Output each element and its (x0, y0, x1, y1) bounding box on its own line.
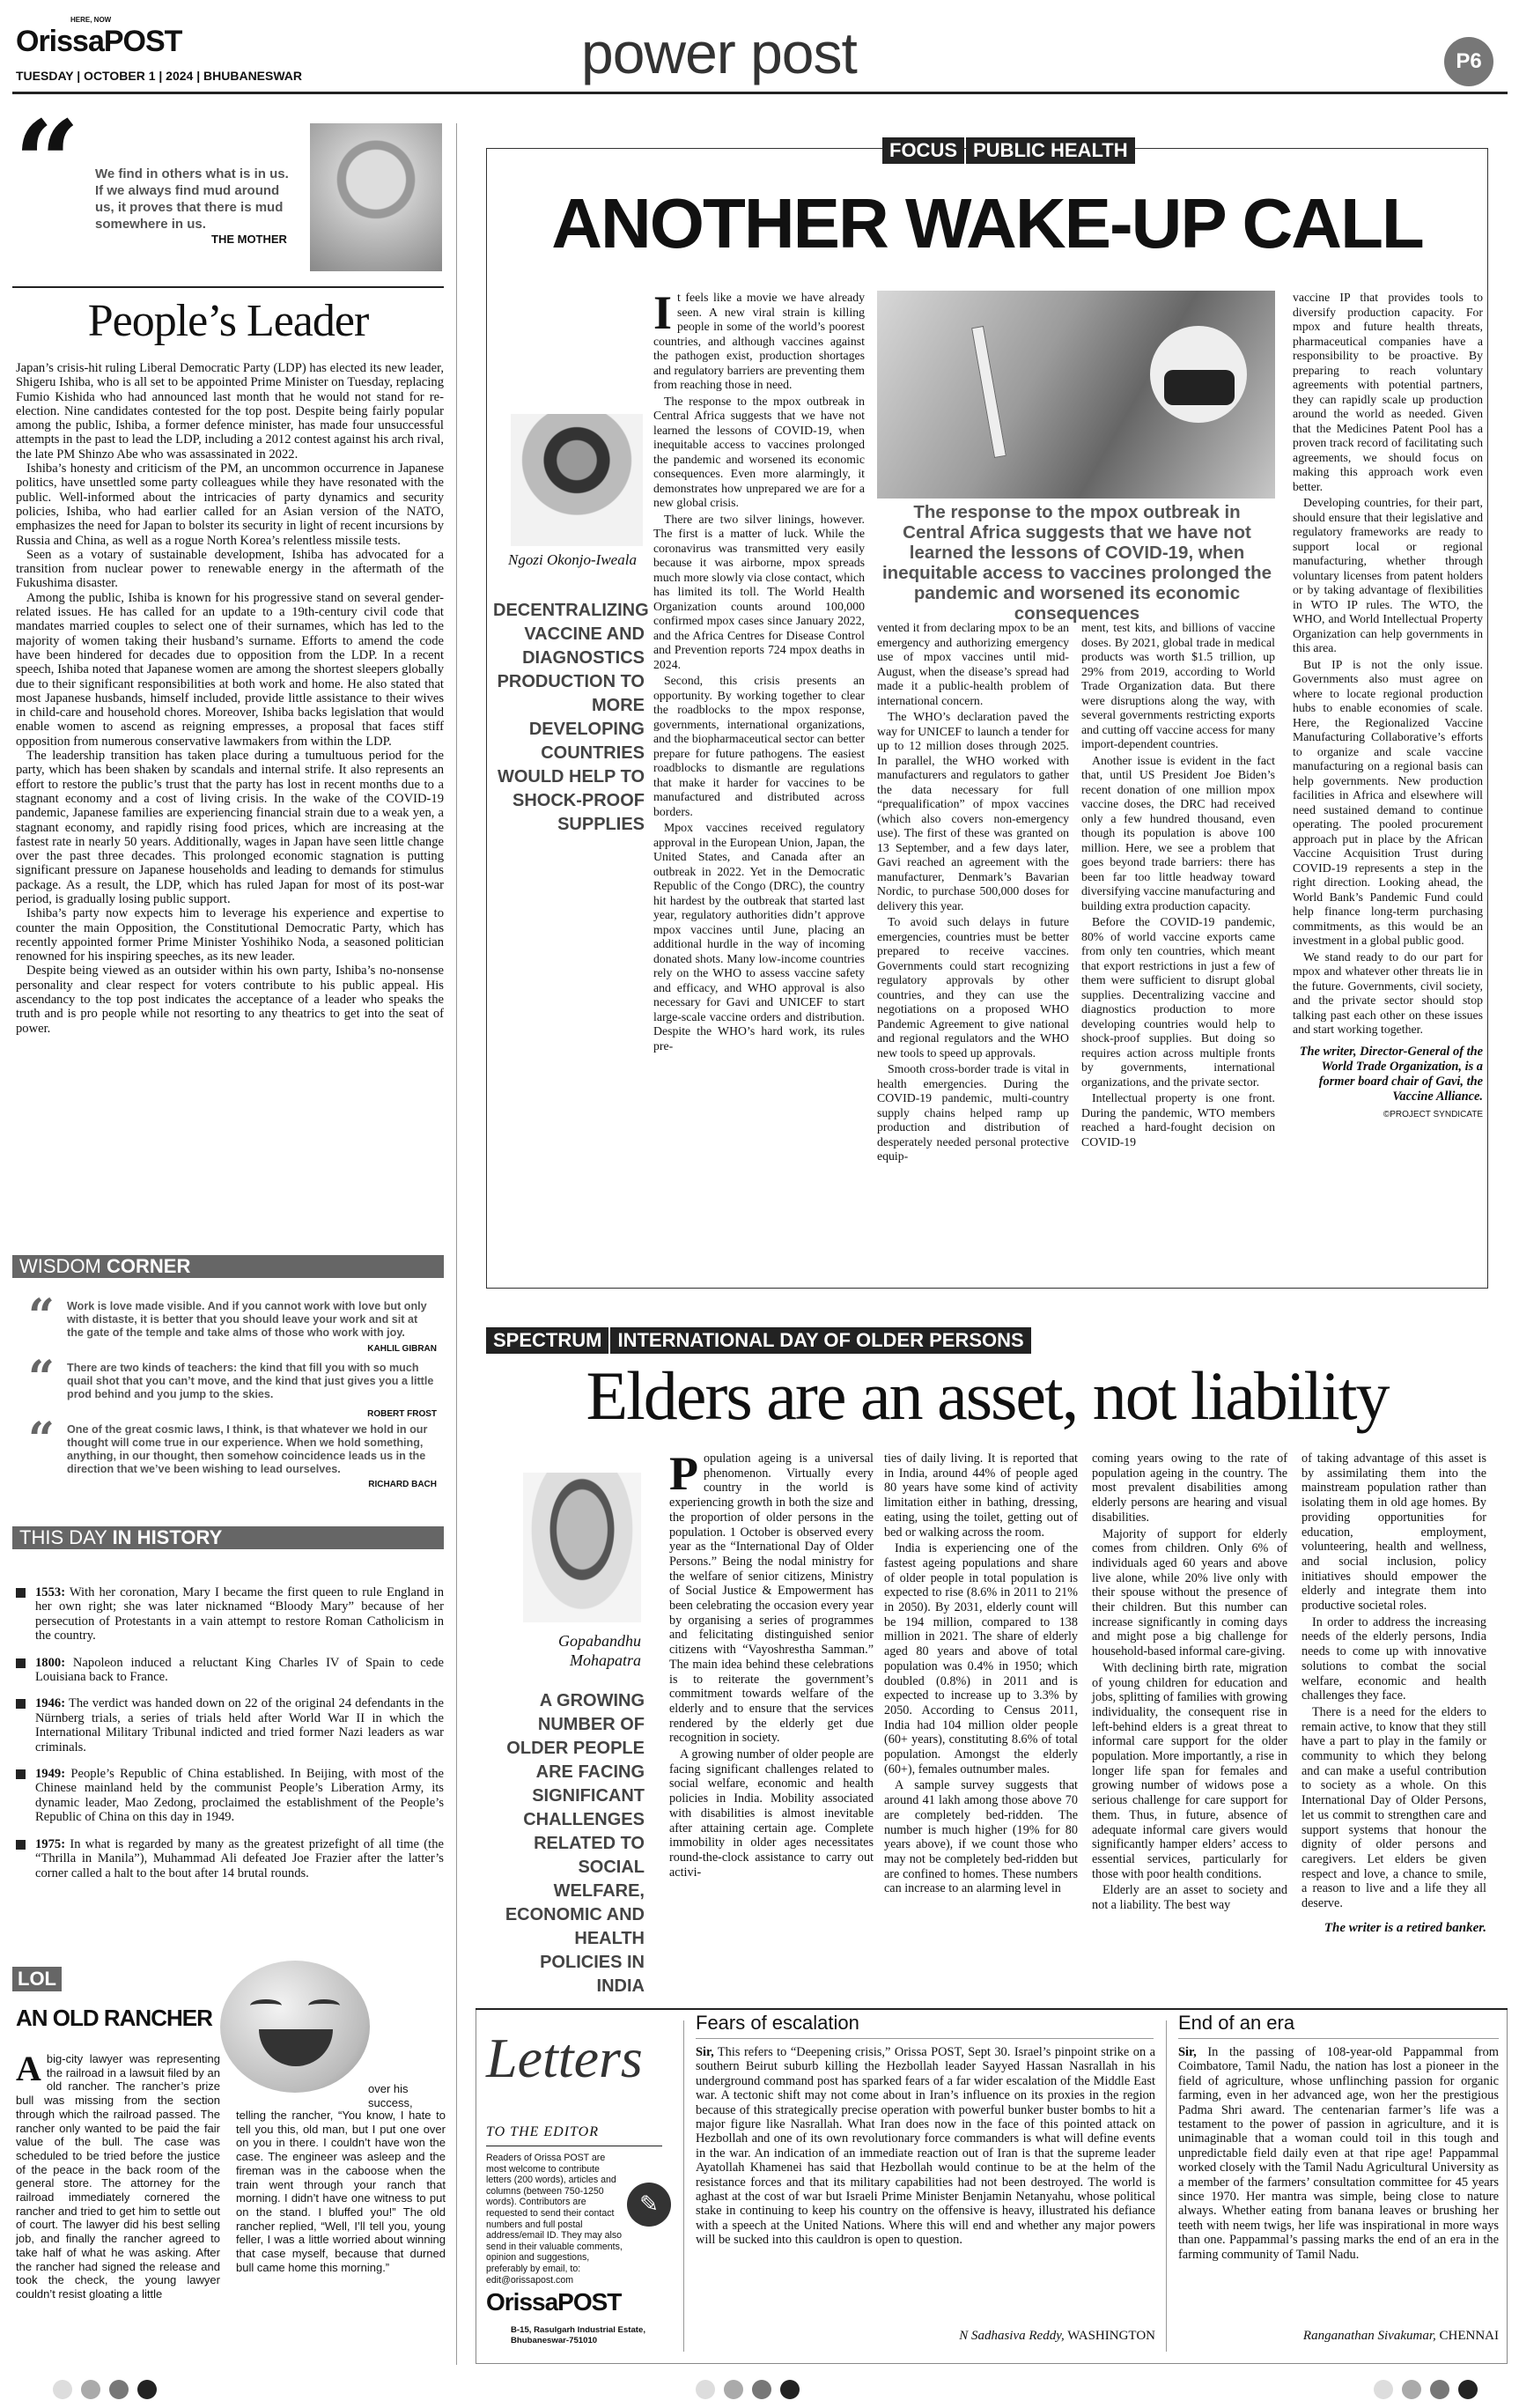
focus-col-4: vaccine IP that provides tools to diversify production capacity. For mpox and future health threats, pharmaceutical companies have a responsibility to be proactive. By preparing to reach voluntary agreements with potential partners, they can rapidly scale up production around the world as needed. Given that the Medicines Patent Pool has a proven track record of facilitating such agreements, we should focus on making this approach work even better. Developing countries, for their part, should ensure that their legislative and regulatory frameworks are ready to support local or regional manufacturing, whether through voluntary licenses from patent holders or by taking advantage of flexibilities in WTO IP rules. The WTO, the WHO, and World Intellectual Property Organization can help governments in this area. But IP is not the only issue. Governments also must agree on where to locate regional production hubs to enable economies of scale. Here, the Regionalized Vaccine Manufacturing Collaborative’s efforts to organize and scale vaccine manufacturing on a regional basis can help governments. New production facilities in Africa and elsewhere will need sustained demand to continue operating. The pooled procurement approach put in place by the African Vaccine Acquisition Trust during COVID-19 represents a step in the right direction. Looking ahead, the World Bank’s Pandemic Fund could help finance long-term purchasing commitments, as this would be an investment in a global public good. We stand ready to do our part for mpox and whatever other threats lie in the future. Governments, civil society, and the private sector should stop talking past each other on these issues and start working together. The writer, Director-General of the World Trade Organization, is a former board chair of Gavi, the Vaccine Alliance. ©PROJECT SYNDICATE (1293, 291, 1483, 1122)
laughing-emoji-icon (220, 1961, 370, 2093)
editorial-para-6: Ishiba’s party now expects him to leverage his experience and expertise to counter the main Opposition, the Constitutional Democratic Party, which has recently appointed former Prime Minister Yoshihiko Noda, a seasoned politician renowned for his inspiring speeches, as its new leader. (16, 906, 444, 964)
letters-divider-1 (683, 2020, 684, 2352)
focus-kicker: FOCUS PUBLIC HEALTH (882, 137, 1135, 164)
spectrum-col-4: of taking advantage of this asset is by assimilating them into the mainstream population rather than isolating them in old age homes. By providing opportunities for education, employment, volunteering, health and wellness, and social inclusion, policy initiatives should empower the elderly and integrate them into productive societal roles. In order to address the increasing needs of the elderly persons, India needs to come up with innovative solutions to combat the social welfare, economic and health challenges they face. There is a need for the elders to remain active, to know that they still have a part to play in the family or community to which they belong and can make a useful contribution to society as a whole. On this International Day of Older Persons, let us commit to strengthen care and support systems that honour the dignity of older persons and caregivers. Let elders be given respect and love, a chance to smile, a reason to live and a life they all deserve. The writer is a retired banker. (1301, 1451, 1486, 1935)
lol-col-2: telling the rancher, “You know, I hate to tell you this, old man, but I put one over on you in there. I couldn’t have won the case. The engineer was asleep and the fireman was in the caboose when the train went through your ranch that morning. I didn’t have one witness to put on the stand. I bluffed you!” The old rancher replied, “Well, I’ll tell you, young feller, I was a little worried about winning that case myself, because that durned bull came home this morning.” (236, 2109, 446, 2274)
dropcap: I (653, 286, 673, 339)
lol-col-2a: over his success, (368, 2082, 413, 2109)
dropcap: A (16, 2049, 41, 2088)
history-item: 1553: With her coronation, Mary I became the first queen to rule England in her own right; she was later nicknamed “Bloody Mary” because of her persecution of Protestants in a vain attempt to restore Roman Catholicism in the country. (12, 1585, 444, 1643)
letter-1-title: Fears of escalation (696, 2012, 859, 2034)
lol-label: LOL (12, 1967, 62, 1991)
photo-caption: The response to the mpox outbreak in Central Africa suggests that we have not learned the lessons of COVID-19, when inequitable access to vaccines prolonged the pandemic and worsened its economic consequences (881, 502, 1272, 624)
spectrum-author: Gopabandhu Mohapatra (558, 1632, 641, 1669)
spectrum-bio: The writer is a retired banker. (1324, 1920, 1486, 1935)
focus-credit: ©PROJECT SYNDICATE (1383, 1109, 1483, 1119)
letters-brand: OrissaPOST (486, 2288, 622, 2316)
editorial-body (16, 361, 444, 1036)
bullet-square-icon (16, 1588, 26, 1598)
left-column-rule (456, 123, 457, 2365)
wisdom-item: “ One of the great cosmic laws, I think, is that whatever we hold in our thought will come true in our experience. When we hold something, anything, in our thought, then somehow coincidence leads us in the direction that we’ve been wishing to lead ourselves. RICHARD BACH (28, 1413, 437, 1489)
quote-mark-icon: “ (28, 1413, 55, 1466)
editorial-title: People’s Leader (87, 296, 369, 346)
spectrum-headline: Elders are an asset, not liability (586, 1357, 1389, 1434)
masthead-rule (12, 92, 1508, 94)
editorial-para-7: Despite being viewed as an outsider within his own party, Ishiba’s no-nonsense personality and clear respect for voters contribute to his public appeal. His ascendancy to the top post indicates the acceptance of a leader who speaks the truth and is pro people while not resorting to any theatrics to get into the seat of power. (16, 964, 444, 1036)
spectrum-pullquote: A GROWING NUMBER OF OLDER PEOPLE ARE FACING SIGNIFICANT CHALLENGES RELATED TO SOCIAL WELFARE, ECONOMIC AND HEALTH POLICIES IN INDIA (505, 1691, 645, 1996)
letters-title: Letters (486, 2027, 643, 2089)
quote-rule (12, 286, 444, 288)
letter-2-body: Sir, In the passing of 108-year-old Pappammal from Coimbatore, Tamil Nadu, the nation has lost a pioneer in the field of agriculture, whose unflinching passion for organic farming, even in her advanced age, won her the prestigious Padma Shri award. The centenarian farmer’s life was a testament to the power of passion in agriculture, and it is unimaginable that a woman could toil in this tough and unpredictable field daily even at that ripe age! Pappammal worked closely with the Tamil Nadu Agricultural University as a member of the farmers’ consultation committee for 45 years since 1970. Her mantra was simple, being close to nature always. Whether eating from banana leaves or brushing her teeth with neem twigs, her life was inspirational in more ways than one. Pappammal’s passing marks the end of an era in the farming community of Tamil Nadu. (1178, 2045, 1499, 2262)
pen-icon: ✎ (627, 2183, 671, 2227)
wisdom-item: “ Work is love made visible. And if you cannot work with love but only with distaste, it is better that you should leave your work and sit at the gate of the temple and take alms of those who work with joy. KAHLIL GIBRAN (28, 1289, 437, 1354)
dateline: TUESDAY | OCTOBER 1 | 2024 | BHUBANESWAR (16, 69, 303, 83)
history-item: 1975: In what is regarded by many as the greatest prizefight of all time (the “Thrilla in Manila”), Muhammad Ali defeated Joe Frazier after the latter’s corner called a halt to the bout after 14 brutal rounds. (12, 1837, 444, 1880)
bullet-square-icon (16, 1699, 26, 1709)
editorial-para-2: Ishiba’s honesty and criticism of the PM, an uncommon occurrence in Japanese politics, have unsettled some party colleagues while they have resonated with the public. Well-informed about the intricacies of party dynamics and security policies, Ishiba, who had earlier called for an Asian version of the NATO, emphasizes the need for Japan to bolster its security in light of recent incursions by Russia and China, as well as a rogue North Korea’s relentless missile tests. (16, 462, 444, 548)
letters-note: Readers of Orissa POST are most welcome to contribute letters (200 words), articles and columns (between 750-1250 words). Contributors are requested to send their contact numbers and full postal address/email ID. They may also send in their valuable comments, opinion and suggestions, preferably by email, to: edit@orissapost.com (486, 2153, 623, 2286)
editorial-para-4: Among the public, Ishiba is known for his progressive stand on several gender-related issues. He has called for an update to a 19th-century civil code that mandates married couples to select one of their surnames, which has led to the majority of women taking their husband’s surname. Efforts to amend the code have been hindered for decades due to opposition from the LDP. In a recent speech, Ishiba noted that Japanese women are among the shortest sleepers globally due to their significant responsibilities at both work and home. He also stated that most Japanese husbands, himself included, provide little assistance to their wives in child-care and household chores. Moreover, Ishiba backs legislation that would enable women to ascend as reigning empresses, a proposal that faces stiff opposition from numerous conservative lawmakers from within the LDP. (16, 590, 444, 749)
spectrum-col-2: ties of daily living. It is reported that in India, around 44% of people aged 80 years have some kind of activity limitation either in bathing, dressing, eating, using the toilet, getting out of bed or walking across the room. India is experiencing one of the fastest ageing populations and share of older people in total population is expected to rise (8.6% in 2011 to 21% in 2050). By 2031, elderly count will be 194 million, compared to 138 million in 2021. The share of elderly aged 80 years and above of total population was 0.4% in 1950; which doubled (0.8%) in 2011 and is expected to increase up to 3.3% by 2050. According to Census 2011, India had 104 million older people (60+ years), constituting 8.6% of total population. Amongst the elderly (60+), females outnumber males. A sample survey suggests that around 41 lakh among those above 70 are completely bed-ridden. The number is much higher (19% for 80 years above), if we count those who may not be completely bed-ridden but are confined to homes. These numbers can increase to an alarming level in (884, 1451, 1078, 1896)
brand-logo: HERE, NOW OrissaPOST (16, 16, 182, 58)
letter-1-body: Sir, This refers to “Deepening crisis,” Orissa POST, Sept 30. Israel’s pinpoint strike on a southern Beirut suburb killing the Hezbollah leader Sayyed Hassan Nasrallah in his underground command post has sparked fears of a far wider escalation of the Middle East war. A tectonic shift may not come about in Iran’s influence on its proxies in the region because of this strategically precise operation with powerful bunker buster bombs to hit a major figure like Nasrallah. What Iran does now in the face of this pointed attack on Hezbollah and one of its own revolutionary force commanders is what will define events in the war. An indication of an immediate reaction out of Iran is that the supreme leader Ayatollah Khamenei has said that Hezbollah would continue to be at the helm of the resistance forces and that its military capabilities had not been destroyed. The world is aghast at the cost of war but Israeli Prime Minister Benjamin Netanyahu, whose political stake in continuing to keep his country on the offensive is heavy, illustrated his defiance with a speech at the United Nations. Where this will end and whether any major powers will be sucked into this cauldron is open to question. (696, 2045, 1155, 2248)
quote-mark-icon: “ (14, 95, 80, 230)
letter-2-rule (1178, 2038, 1499, 2039)
focus-col-1: It feels like a movie we have already seen. A new viral strain is killing people in some of the world’s poorest countries, and although vaccines against the pathogen exist, production shortages and regulatory barriers are preventing them from reaching those in need. The response to the mpox outbreak in Central Africa suggests that we have not learned the lessons of COVID-19, when inequitable access to vaccines prolonged the pandemic and worsened its economic consequences. Even more alarmingly, it demonstrates how unprepared we are for a new global crisis. There are two silver linings, however. The first is a matter of luck. While the coronavirus was transmitted very easily because it was airborne, mpox spreads much more slowly via close contact, which has limited its toll. The World Health Organization counts around 100,000 confirmed mpox cases since January 2022, and the Africa Centres for Disease Control and Prevention reports 724 mpox deaths in 2024. Second, this crisis presents an opportunity. By working together to clear the roadblocks to the mpox response, governments, international organizations, and the biopharmaceutical sector can better prepare for future pathogens. The easiest roadblocks to dismantle are regulations that make it harder for vaccines to be manufactured and distributed across borders. Mpox vaccines received regulatory approval in the European Union, Japan, the United States, and Canada after an outbreak in 2022. Yet in the Democratic Republic of the Congo (DRC), the country hit hardest by the outbreak that started last year, regulatory authorities didn’t approve mpox vaccines until June, placing an additional hurdle in the way of incoming donated shots. Many low-income countries rely on the WHO to assess vaccine safety and efficacy, and WHO approval is also necessary for Gavi and UNICEF to start large-scale vaccine orders and distribution. Despite the WHO’s hard work, its rules pre- (653, 286, 865, 1053)
portrait-the-mother (310, 123, 442, 271)
quote-author: THE MOTHER (211, 233, 287, 246)
editorial-para-1: Japan’s crisis-hit ruling Liberal Democratic Party (LDP) has elected its new leader, Shigeru Ishiba, who is all set to be appointed Prime Minister on Tuesday, replacing Fumio Kishida who had announced last month that he would not stand for re-election. Nine candidates contested for the top post. Despite being fairly popular among the public, Ishiba, a former defence minister, has made four unsuccessful attempts in the past to lead the LDP, including a 2012 contest against his arch rival, the late PM Shinzo Abe who was assassinated in 2022. (16, 361, 444, 462)
author-photo-mohapatra (523, 1473, 641, 1622)
quote-mark-icon: “ (28, 1351, 55, 1405)
letters-subtitle: TO THE EDITOR (486, 2124, 599, 2139)
quote-text: We find in others what is in us. If we always find mud around us, it proves that there is mud somewhere in us. (95, 166, 289, 232)
quote-box (12, 95, 444, 273)
focus-pullquote: DECENTRALIZING VACCINE AND DIAGNOSTICS PRODUCTION TO MORE DEVELOPING COUNTRIES WOULD HELP TO SHOCK-PROOF SUPPLIES (493, 601, 649, 834)
quote-mark-icon: “ (28, 1289, 55, 1343)
page-number-badge: P6 (1444, 37, 1493, 86)
history-list (12, 1585, 444, 1893)
letters-address: B-15, Rasulgarh Industrial Estate, Bhubaneswar-751010 (511, 2325, 646, 2345)
section-title: power post (581, 20, 857, 85)
letter-2-signature: Ranganathan Sivakumar, CHENNAI (1302, 2329, 1499, 2343)
wisdom-list (12, 1289, 444, 1494)
editorial-para-5: The leadership transition has taken place during a tumultuous period for the party, which has been shaken by scandals and internal strife. It also represents an effort to restore the public’s trust that the party has lost in recent months due to a stagnant economy and a cost of living crisis. In the wake of the COVID-19 pandemic, Japanese families are experiencing financial strain due to a weak yen, a stagnant economy, and rapidly rising food prices, which are increasing at the fastest rate in nearly 50 years. Additionally, wages in Japan have seen little change over the past three decades. This prolonged economic stagnation is putting significant pressure on Japanese households and leading to demands for stimulus package. As a result, the LDP, which has ruled Japan for most of its post-war period, is gradually losing public support. (16, 749, 444, 906)
history-item: 1800: Napoleon induced a reluctant King Charles IV of Spain to cede Louisiana back to France. (12, 1656, 444, 1685)
focus-bio: The writer, Director-General of the World Trade Organization, is a former board chair of Gavi, the Vaccine Alliance. (1299, 1044, 1483, 1104)
wisdom-item: “ There are two kinds of teachers: the kind that fill you with so much quail shot that you can’t move, and the kind that just gives you a little prod behind and you jump to the skies. ROBERT FROST (28, 1351, 437, 1419)
bullet-square-icon (16, 1769, 26, 1779)
dropcap: P (669, 1447, 698, 1500)
spectrum-col-3: coming years owing to the rate of population ageing in the country. The most prevalent disabilities among elderly persons are hearing and visual disabilities. Majority of support for elderly comes from children. Only 6% of individuals aged 60 years and above live alone, while 20% live only with their spouse without the presence of their children. But this number can increase significantly in coming days and might pose a big challenge for household-based informal care-giving. With declining birth rate, migration of young children for education and jobs, splitting of families with growing individuality, the consequent rise in left-behind elders is a great threat to informal care support for the older population. More importantly, a rise in longer life span for females and growing number of widows pose a serious challenge for care support for them. Thus, in future, absence of adequate informal care givers would significantly hamper elders’ access to essential services, particularly for those with poor health conditions. Elderly are an asset to society and not a liability. The best way (1092, 1451, 1287, 1913)
editorial-para-3: Seen as a votary of sustainable development, Ishiba has advocated for a transition from nuclear power to renewable energy in the aftermath of the Fukushima disaster. (16, 547, 444, 591)
focus-headline: ANOTHER WAKE-UP CALL (551, 184, 1423, 262)
vaccine-photo (877, 291, 1275, 499)
brand-tag: HERE, NOW (70, 16, 112, 24)
letters-divider-2 (1166, 2020, 1167, 2352)
bullet-square-icon (16, 1840, 26, 1850)
history-item: 1946: The verdict was handed down on 22 of the original 24 defendants in the Nürnberg trials, a series of trials held after World War II in which the International Military Tribunal indicted and tried former Nazi leaders as war criminals. (12, 1696, 444, 1754)
focus-author: Ngozi Okonjo-Iweala (508, 551, 637, 568)
history-heading: THIS DAY IN HISTORY (12, 1526, 444, 1549)
letter-1-rule (696, 2038, 1154, 2039)
focus-col-2: vented it from declaring mpox to be an emergency and authorizing emergency use of mpox vaccines until mid-August, when the disease’s spread had made it a public-health problem of international concern. The WHO’s declaration paved the way for UNICEF to launch a tender for up to 12 million doses through 2025. In parallel, the WHO worked with manufacturers and regulators to gather the data necessary for full “prequalification” of mpox vaccines (which also covers non-emergency use). The first of these was granted on 13 September, and a few days later, Gavi reached an agreement with the manufacturer, Denmark’s Bavarian Nordic, to purchase 500,000 doses for delivery this year. To avoid such delays in future emergencies, countries must be better prepared to receive vaccines. Governments could start recognizing regulatory approvals by other countries, and they can use the negotiations on a proposed WHO Pandemic Agreement to give national and regional regulators and the WHO new tools to speed up approvals. Smooth cross-border trade is vital in health emergencies. During the COVID-19 pandemic, multi-country supply chains helped ramp up production and distribution of desperately needed personal protective equip- (877, 621, 1069, 1163)
spectrum-kicker: SPECTRUM INTERNATIONAL DAY OF OLDER PERSONS (486, 1327, 1031, 1354)
registration-marks-center (696, 2380, 808, 2404)
letter-1-signature: N Sadhasiva Reddy, WASHINGTON (959, 2329, 1155, 2343)
author-photo-okonjo-iweala (511, 414, 643, 546)
bullet-square-icon (16, 1658, 26, 1668)
letter-2-title: End of an era (1178, 2012, 1295, 2034)
wisdom-heading: WISDOM CORNER (12, 1255, 444, 1278)
registration-marks-right (1374, 2380, 1486, 2404)
focus-col-3: ment, test kits, and billions of vaccine doses. By 2021, global trade in medical products was worth $1.5 trillion, up 29% from 2019, according to World Trade Organization data. But there were disruptions along the way, with several governments restricting exports and cutting off vaccine access for many import-dependent countries. Another issue is evident in the fact that, until US President Joe Biden’s recent donation of one million mpox vaccine doses, the DRC had received only a few hundred thousand, even though its population is above 100 million. Here, we see a problem that goes beyond trade barriers: there has been far too little headway toward diversifying vaccine manufacturing and building extra production capacity. Before the COVID-19 pandemic, 80% of world vaccine exports came from only ten countries, which meant that export restrictions in just a few of them were sufficient to disrupt global supplies. Decentralizing vaccine and diagnostics production to more developing countries would help to shock-proof supplies. But doing so requires action across multiple fronts by governments, international organizations, and the private sector. Intellectual property is one front. During the pandemic, WTO members reached a hard-fought decision on COVID-19 (1081, 621, 1275, 1149)
lol-title: AN OLD RANCHER (16, 2005, 212, 2031)
spectrum-col-1: Population ageing is a universal phenomenon. Virtually every country in the world is experiencing growth in both the size and the proportion of older persons in the population. 1 October is observed every year as the “International Day of Older Persons.” Being the nodal ministry for the welfare of senior citizens, Ministry of Social Justice & Empowerment has been celebrating the occasion every year by organising a series of programmes and felicitating distinguished senior citizens with “Vayoshrestha Samman.” The main idea behind these celebrations is to reiterate the government’s commitment towards welfare of the elderly and to ensure that the services rendered by the elderly get due recognition in society. A growing number of older people are facing significant challenges related to social welfare, economic and health policies in India. Mobility associated with disabilities is almost inevitable after attaining certain age. Complete immobility in older ages necessitates round-the-clock assistance to carry out activi- (669, 1447, 874, 1880)
history-item: 1949: People’s Republic of China established. In Beijing, with most of the Chinese mainland held by the communist People’s Liberation Army, its dynamic leader, Mao Zedong, proclaimed the establishment of the People’s Republic of China on this day in 1949. (12, 1767, 444, 1825)
lol-col-1: A big-city lawyer was representing the railroad in a lawsuit filed by an old rancher. The rancher’s prize bull was missing from the section through which the railroad passed. The rancher only wanted to be paid the fair value of the bull. The case was scheduled to be tried before the justice of the peace in the back room of the general store. The attorney for the railroad immediately cornered the rancher and tried to get him to settle out of court. The lawyer did his best selling job, and finally the rancher agreed to take half of what he was asking. After the rancher had signed the release and took the check, the young lawyer couldn’t resist gloating a little (16, 2049, 220, 2301)
masthead (0, 0, 1519, 97)
registration-marks-left (53, 2380, 166, 2404)
